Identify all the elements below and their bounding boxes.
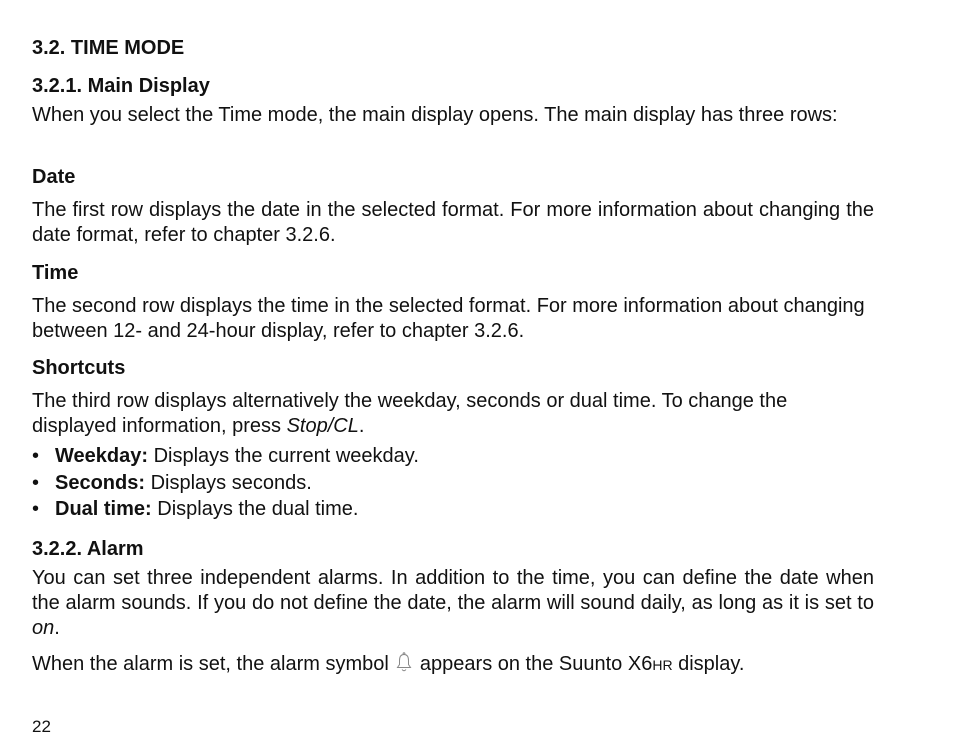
time-heading: Time bbox=[32, 262, 79, 284]
main-display-heading: 3.2.1. Main Display bbox=[32, 75, 210, 97]
model-suffix: HR bbox=[652, 657, 673, 673]
alarm-heading: 3.2.2. Alarm bbox=[32, 538, 144, 560]
bullet-icon: • bbox=[32, 445, 40, 467]
shortcuts-list bbox=[32, 444, 874, 524]
list-item bbox=[32, 471, 874, 498]
shortcuts-heading: Shortcuts bbox=[32, 357, 126, 379]
bullet-desc: Displays the current weekday. bbox=[148, 445, 419, 467]
alarm-symbol-text: When the alarm is set, the alarm symbol bbox=[32, 653, 395, 675]
alarm-paragraph bbox=[32, 566, 874, 641]
alarm-symbol-sentence bbox=[32, 651, 874, 678]
stop-cl-button-name: Stop/CL bbox=[286, 415, 359, 437]
main-display-intro: When you select the Time mode, the main display opens. The main display has three rows: bbox=[32, 104, 838, 126]
list-item bbox=[32, 497, 874, 524]
alarm-bell-icon bbox=[394, 651, 414, 675]
bullet-desc: Displays seconds. bbox=[145, 471, 312, 494]
bullet-term: Weekday: bbox=[55, 445, 149, 467]
bullet-icon: • bbox=[32, 498, 40, 520]
alarm-symbol-text-2: appears on the Suunto X6 bbox=[414, 653, 653, 675]
bullet-term: Seconds: bbox=[55, 471, 146, 494]
date-paragraph: The first row displays the date in the selected format. For more information about changing the date format, refer to chapter 3.2.6. bbox=[32, 199, 874, 246]
bullet-desc: Displays the dual time. bbox=[151, 498, 359, 520]
date-heading: Date bbox=[32, 166, 76, 188]
page-number: 22 bbox=[32, 717, 51, 736]
section-title: 3.2. TIME MODE bbox=[32, 37, 185, 59]
bullet-icon: • bbox=[32, 471, 40, 494]
time-paragraph: The second row displays the time in the selected format. For more information about changing between 12- and 24-hour display, refer to chapter 3.2.6. bbox=[32, 295, 865, 342]
shortcuts-text: The third row displays alternatively the weekday, seconds or dual time. To change the displayed information, press bbox=[32, 390, 788, 437]
bullet-term: Dual time: bbox=[55, 498, 152, 520]
alarm-text: You can set three independent alarms. In addition to the time, you can define the date when the alarm sounds. If you do not define the date, the alarm will sound daily, as long as it is set to bbox=[32, 567, 874, 614]
alarm-text-end: . bbox=[54, 617, 60, 639]
list-item bbox=[32, 444, 874, 471]
alarm-on-word: on bbox=[32, 617, 55, 639]
alarm-symbol-text-3: display. bbox=[672, 653, 745, 675]
shortcuts-text-end: . bbox=[358, 415, 365, 437]
shortcuts-paragraph bbox=[32, 389, 874, 439]
